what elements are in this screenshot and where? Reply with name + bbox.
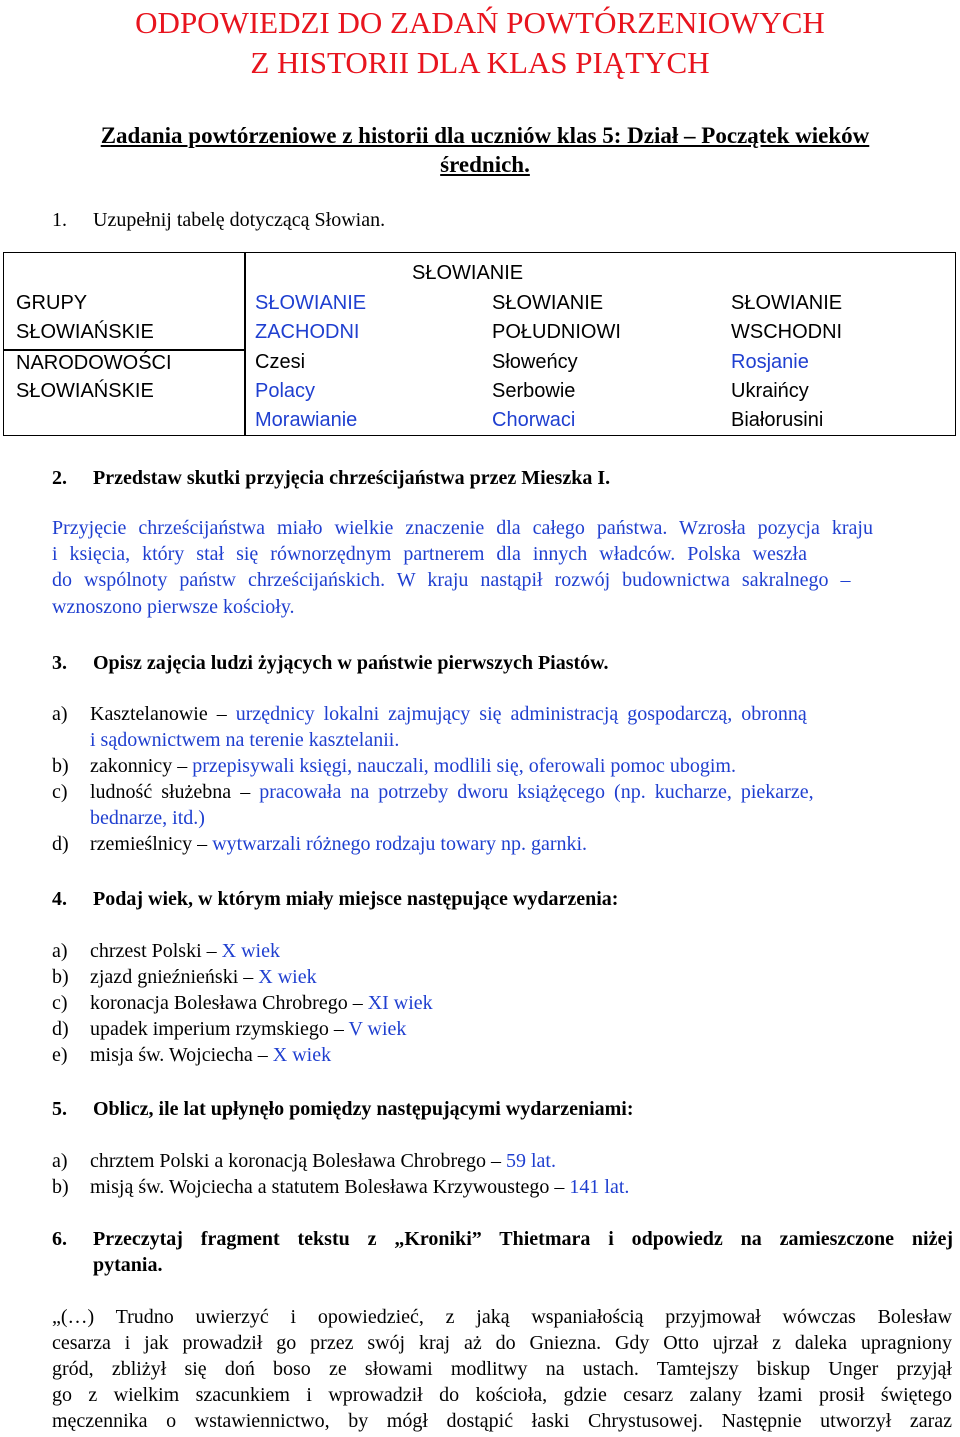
q2-answer-line: Przyjęcie chrześcijaństwa miało wielkie znaczenie dla całego państwa. Wzrosła pozycja kraju	[52, 517, 873, 539]
q3-item-d	[52, 831, 952, 857]
top-header: SŁOWIANIE	[412, 262, 524, 284]
q4-item-c	[52, 990, 952, 1016]
item-event: koronacja Bolesława Chrobrego –	[90, 992, 363, 1014]
nation-cell: Morawianie	[255, 409, 358, 431]
q4-text: Podaj wiek, w którym miały miejsce następujące wydarzenia:	[93, 888, 619, 910]
q5-item-b	[52, 1174, 952, 1200]
item-label: b)	[52, 966, 69, 988]
q3-item-a-cont: i sądownictwem na terenie kasztelanii.	[90, 729, 400, 751]
item-answer: wytwarzali różnego rodzaju towary np. garnki.	[212, 833, 588, 855]
q5-text: Oblicz, ile lat upłynęło pomiędzy następującymi wydarzeniami:	[93, 1098, 634, 1120]
item-event: upadek imperium rzymskiego –	[90, 1018, 344, 1040]
q2-answer-line: wznoszono pierwsze kościoły.	[52, 596, 295, 618]
item-event: chrzest Polski –	[90, 940, 217, 962]
item-answer: przepisywali księgi, nauczali, modlili się, oferowali pomoc ubogim.	[192, 755, 736, 777]
item-answer: XI wiek	[367, 992, 433, 1014]
q4-item-b	[52, 964, 952, 990]
table-divider-vertical	[244, 253, 246, 435]
q2-answer-line: do wspólnoty państw chrześcijańskich. W kraju nastąpił rozwój budownictwa sakralnego –	[52, 569, 851, 591]
row-label-groups-1: GRUPY	[16, 292, 88, 314]
item-term: Kasztelanowie –	[90, 703, 227, 725]
q3-item-a	[52, 701, 952, 727]
subtitle-line-1: Zadania powtórzeniowe z historii dla uczniów klas 5: Dział – Początek wieków	[100, 123, 870, 148]
item-term: zakonnicy –	[90, 755, 188, 777]
q2-text: Przedstaw skutki przyjęcia chrześcijaństwa przez Mieszka I.	[93, 467, 611, 489]
group-east-2: WSCHODNI	[731, 321, 843, 343]
item-answer: 141 lat.	[569, 1176, 630, 1198]
item-event: misją św. Wojciecha a statutem Bolesława Krzywoustego –	[90, 1176, 565, 1198]
row-label-groups-2: SŁOWIAŃSKIE	[16, 321, 154, 343]
nation-cell: Polacy	[255, 380, 316, 402]
item-label: a)	[52, 703, 68, 725]
group-south-1: SŁOWIANIE	[492, 292, 604, 314]
q6-quote-line: gród, zbliżył się doń boso ze słowami modlitwy na ustach. Tamtejszy biskup Unger przyjął	[52, 1358, 952, 1380]
row-label-nations-1: NARODOWOŚCI	[16, 352, 172, 374]
nation-cell: Rosjanie	[731, 351, 809, 373]
q3-number: 3.	[52, 652, 67, 674]
item-label: d)	[52, 833, 69, 855]
item-label: a)	[52, 940, 68, 962]
item-answer: urzędnicy lokalni zajmujący się administracją gospodarczą, obronną	[235, 703, 807, 725]
item-answer: X wiek	[221, 940, 280, 962]
item-event: zjazd gnieźnieński –	[90, 966, 254, 988]
item-label: a)	[52, 1150, 68, 1172]
item-term: ludność służebna –	[90, 781, 251, 803]
q4-number: 4.	[52, 888, 67, 910]
item-label: c)	[52, 781, 68, 803]
title-line-2: Z HISTORII DLA KLAS PIĄTYCH	[250, 45, 710, 80]
q6-quote-line: go z wielkim szacunkiem i wprowadził do kościoła, gdzie cesarz zalany łzami prosił świętego	[52, 1384, 952, 1406]
nation-cell: Ukraińcy	[731, 380, 809, 402]
row-label-nations-2: SŁOWIAŃSKIE	[16, 380, 154, 402]
q2-number: 2.	[52, 467, 67, 489]
q1-text: Uzupełnij tabelę dotyczącą Słowian.	[93, 209, 386, 231]
item-answer: X wiek	[272, 1044, 332, 1066]
nation-cell: Serbowie	[492, 380, 576, 402]
item-label: d)	[52, 1018, 69, 1040]
q4-item-a	[52, 938, 952, 964]
nation-cell: Chorwaci	[492, 409, 576, 431]
item-label: e)	[52, 1044, 68, 1066]
q3-item-c-cont: bednarze, itd.)	[90, 807, 205, 829]
group-west-1: SŁOWIANIE	[255, 292, 367, 314]
q6-quote-line: „(…) Trudno uwierzyć i opowiedzieć, z jaką wspaniałością przyjmował wówczas Bolesław	[52, 1306, 952, 1328]
item-event: misja św. Wojciecha –	[90, 1044, 268, 1066]
nation-cell: Słoweńcy	[492, 351, 578, 373]
item-event: chrztem Polski a koronacją Bolesława Chrobrego –	[90, 1150, 501, 1172]
item-label: b)	[52, 755, 69, 777]
group-west-2: ZACHODNI	[255, 321, 360, 343]
q6-text-line-2: pytania.	[93, 1254, 163, 1276]
group-south-2: POŁUDNIOWI	[492, 321, 621, 343]
q6-number: 6.	[52, 1228, 67, 1250]
item-answer: X wiek	[258, 966, 317, 988]
slavs-table	[3, 252, 956, 436]
item-label: b)	[52, 1176, 69, 1198]
q3-item-c	[52, 779, 952, 805]
q5-item-a	[52, 1148, 952, 1174]
q4-item-e	[52, 1042, 952, 1068]
q4-item-d	[52, 1016, 952, 1042]
subtitle-line-2: średnich.	[440, 152, 530, 177]
q1-number: 1.	[52, 209, 67, 231]
item-answer: pracowała na potrzeby dworu książęcego (np. kucharze, piekarze,	[259, 781, 814, 803]
item-term: rzemieślnicy –	[90, 833, 208, 855]
q3-text: Opisz zajęcia ludzi żyjących w państwie pierwszych Piastów.	[93, 652, 609, 674]
item-label: c)	[52, 992, 68, 1014]
item-answer: 59 lat.	[506, 1150, 556, 1172]
nation-cell: Białorusini	[731, 409, 824, 431]
q2-answer-line: i księcia, który stał się równorzędnym partnerem dla innych władców. Polska weszła	[52, 543, 807, 565]
q6-text-line-1: Przeczytaj fragment tekstu z „Kroniki” Thietmara i odpowiedz na zamieszczone niżej	[93, 1228, 953, 1250]
q5-number: 5.	[52, 1098, 67, 1120]
group-east-1: SŁOWIANIE	[731, 292, 843, 314]
nation-cell: Czesi	[255, 351, 306, 373]
q6-quote-line: cesarza i jak prowadził go przez swój kraj aż do Gniezna. Gdy Otto ujrzał z daleka upragniony	[52, 1332, 952, 1354]
title-line-1: ODPOWIEDZI DO ZADAŃ POWTÓRZENIOWYCH	[135, 5, 825, 40]
item-answer: V wiek	[348, 1018, 407, 1040]
q3-item-b	[52, 753, 952, 779]
q6-quote-line: męczennika o wstawiennictwo, by mógł dostąpić łaski Chrystusowej. Następnie utworzył zaraz	[52, 1410, 952, 1432]
